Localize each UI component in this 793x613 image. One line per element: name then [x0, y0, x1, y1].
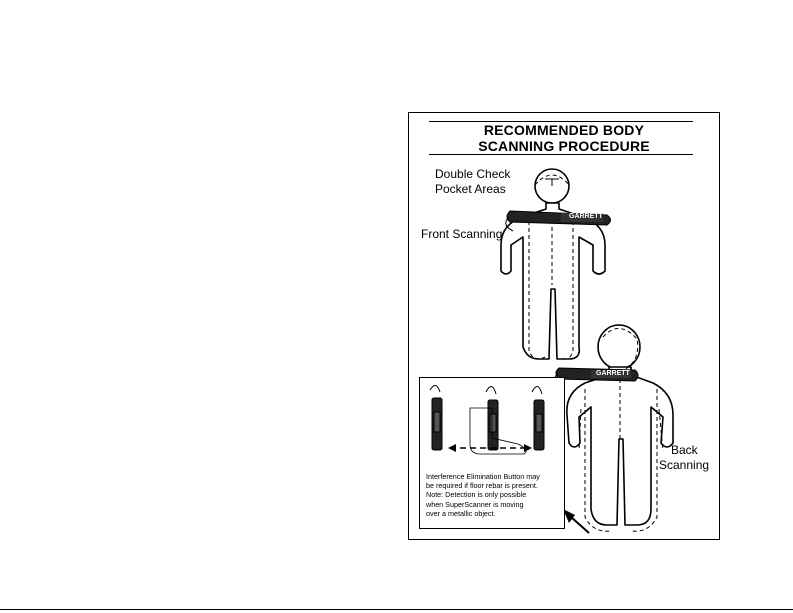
page-bottom-rule	[0, 609, 793, 610]
front-figure	[501, 169, 605, 359]
back-label-line-1: Back	[671, 443, 698, 457]
front-scanning-label: Front Scanning	[421, 227, 503, 241]
pockets-label-line-1: Double Check	[435, 167, 511, 181]
inset-wands-drawing	[420, 378, 563, 470]
inset-caption-line: Note: Detection is only possible	[426, 490, 527, 500]
inset-caption-line: when SuperScanner is moving	[426, 499, 524, 509]
inset-caption-line: be required if floor rebar is present.	[426, 481, 538, 491]
inset-floor-scan	[419, 377, 565, 529]
inset-wand-left	[430, 385, 442, 450]
inset-caption-line: over a metallic object.	[426, 508, 496, 518]
inset-wand-right	[532, 386, 544, 450]
inset-caption-line: Interference Elimination Button may	[426, 472, 540, 481]
back-wand-brand: GARRETT	[596, 370, 630, 377]
scanning-procedure-illustration	[408, 112, 720, 540]
title-line-1: RECOMMENDED BODY	[483, 122, 645, 138]
front-wand-brand: GARRETT	[569, 213, 603, 220]
back-label-line-2: Scanning	[659, 458, 710, 472]
inset-caption	[426, 472, 564, 518]
title-line-2: SCANNING PROCEDURE	[478, 138, 650, 154]
pockets-label-line-2: Pocket Areas	[435, 182, 506, 196]
